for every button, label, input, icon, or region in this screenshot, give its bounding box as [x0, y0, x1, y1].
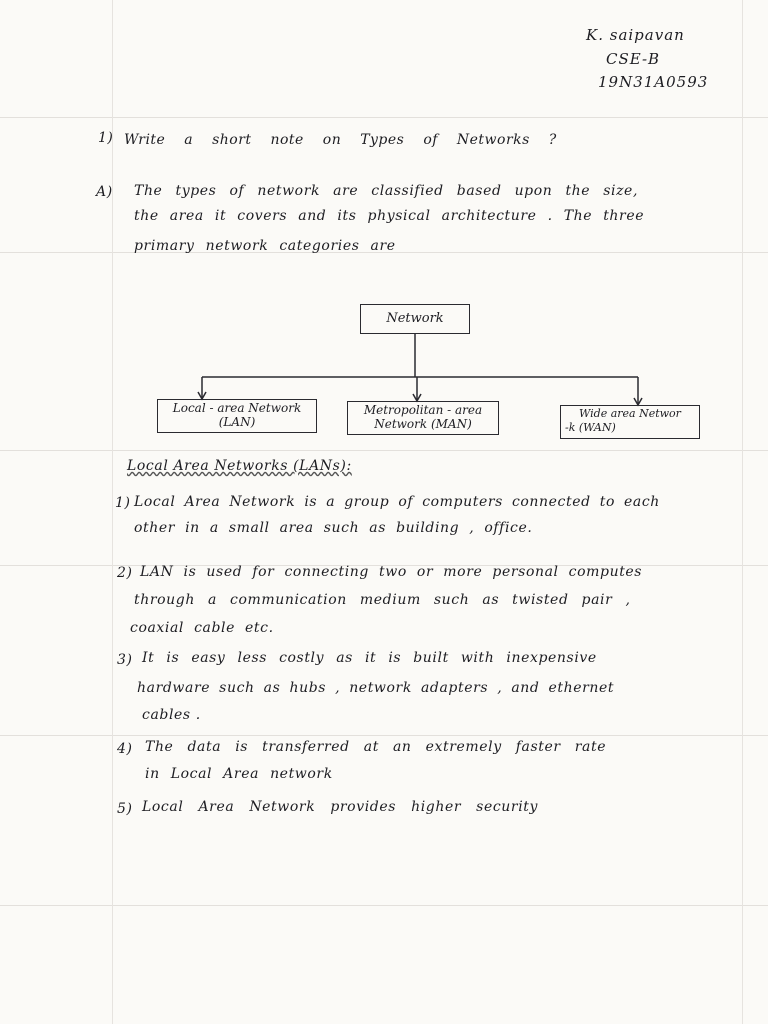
lan-label-line2: (LAN)	[218, 415, 256, 429]
answer-line: primary network categories are	[134, 238, 396, 254]
point-line: LAN is used for connecting two or more personal computes	[140, 564, 643, 580]
lan-box	[157, 399, 317, 433]
answer-line: the area it covers and its physical architecture . The three	[134, 208, 645, 224]
section-heading: Local Area Networks (LANs):	[127, 458, 352, 474]
point-number: 5)	[117, 801, 133, 817]
point-line: through a communication medium such as twisted pair ,	[134, 592, 631, 608]
student-section: CSE-B	[606, 50, 661, 68]
point-number: 3)	[117, 652, 133, 668]
man-label-line1: Metropolitan - area	[363, 403, 483, 417]
wan-label-line1: Wide area Networ	[579, 407, 681, 420]
point-line: The data is transferred at an extremely faster rate	[145, 739, 607, 755]
student-name: K. saipavan	[586, 26, 685, 44]
wan-label-line2: -k (WAN)	[565, 421, 616, 434]
point-line: It is easy less costly as it is built with inexpensive	[142, 650, 597, 666]
point-line: other in a small area such as building , office.	[134, 520, 533, 536]
roll-number: 19N31A0593	[598, 73, 709, 91]
network-root-label: Network	[386, 311, 444, 326]
answer-marker: A)	[96, 184, 113, 200]
question-text: Write a short note on Types of Networks ?	[124, 132, 557, 148]
point-line: cables .	[142, 707, 201, 723]
point-line: coaxial cable etc.	[130, 620, 274, 636]
point-line: Local Area Network provides higher security	[142, 799, 539, 815]
lan-label-line1: Local - area Network	[172, 401, 302, 415]
point-line: Local Area Network is a group of computers connected to each	[134, 494, 660, 510]
point-line: in Local Area network	[145, 766, 333, 782]
point-number: 2)	[117, 565, 133, 581]
point-line: hardware such as hubs , network adapters , and ethernet	[137, 680, 615, 696]
man-box	[347, 401, 499, 435]
answer-line: The types of network are classified based upon the size,	[134, 183, 638, 199]
question-marker: 1)	[98, 130, 114, 146]
point-number: 4)	[117, 741, 133, 757]
wan-box	[560, 405, 700, 439]
man-label-line2: Network (MAN)	[374, 417, 472, 431]
point-number: 1)	[115, 495, 131, 511]
network-root-box	[360, 304, 470, 334]
